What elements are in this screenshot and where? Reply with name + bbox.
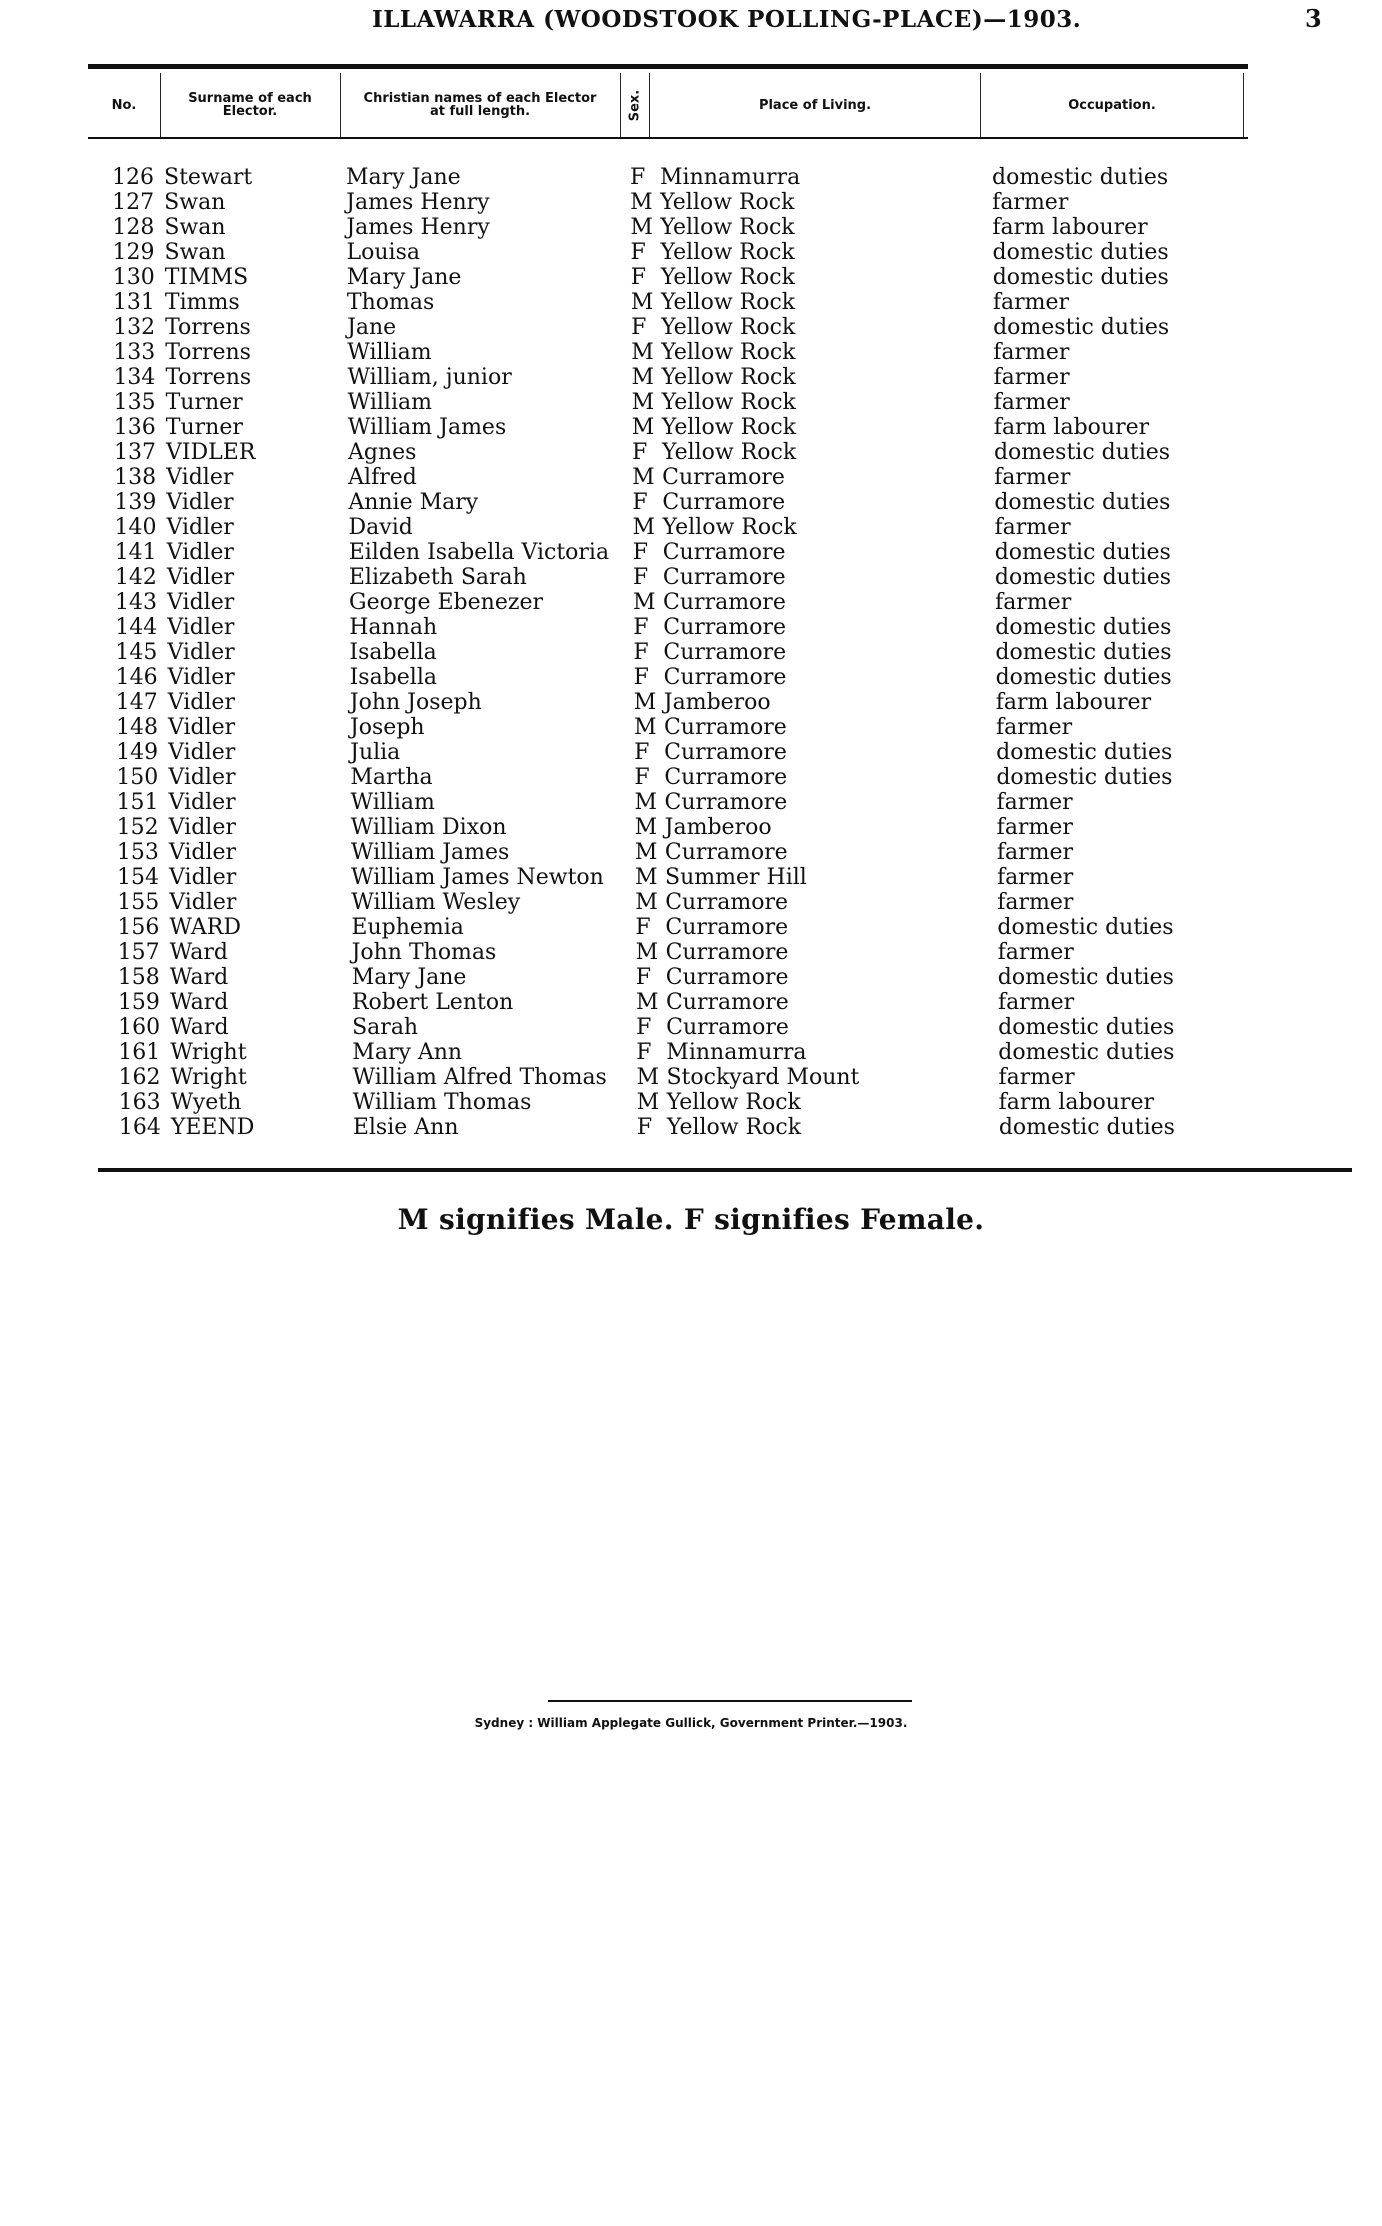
elector-number: 157 <box>117 940 160 965</box>
elector-sex: M <box>630 190 653 215</box>
elector-occupation: domestic duties <box>992 165 1169 190</box>
elector-christian-names: Thomas <box>346 290 435 315</box>
elector-number: 156 <box>117 915 160 940</box>
elector-place-of-living: Curramore <box>665 915 789 940</box>
elector-sex: M <box>632 515 656 540</box>
elector-christian-names: Agnes <box>347 440 417 465</box>
elector-number: 161 <box>118 1040 161 1065</box>
elector-sex: F <box>636 1115 653 1140</box>
elector-place-of-living: Curramore <box>666 1015 789 1040</box>
elector-surname: Ward <box>169 990 229 1015</box>
elector-surname: Ward <box>169 965 229 990</box>
elector-occupation: domestic duties <box>995 665 1172 690</box>
elector-surname: Vidler <box>166 565 235 590</box>
elector-number: 159 <box>117 990 160 1015</box>
elector-sex: M <box>631 365 654 390</box>
elector-surname: VIDLER <box>165 440 256 465</box>
elector-surname: Ward <box>169 940 228 965</box>
elector-number: 137 <box>113 440 156 465</box>
elector-surname: Vidler <box>168 815 236 840</box>
elector-sex: F <box>634 740 650 765</box>
column-divider <box>160 73 161 137</box>
elector-occupation: farmer <box>994 515 1071 540</box>
elector-number: 133 <box>113 340 156 365</box>
elector-sex: F <box>633 665 649 690</box>
elector-occupation: farm labourer <box>993 415 1150 440</box>
table-row <box>0 890 1382 915</box>
table-row <box>0 165 1382 190</box>
elector-christian-names: Louisa <box>346 240 420 265</box>
elector-occupation: domestic duties <box>998 1015 1175 1040</box>
elector-place-of-living: Yellow Rock <box>661 440 797 465</box>
elector-surname: Turner <box>165 415 243 440</box>
table-row <box>0 590 1382 615</box>
elector-sex: M <box>636 1090 660 1115</box>
elector-christian-names: Mary Jane <box>346 165 461 190</box>
elector-surname: Vidler <box>167 590 235 615</box>
elector-surname: Swan <box>164 240 226 265</box>
elector-occupation: farm labourer <box>992 215 1148 240</box>
elector-occupation: farmer <box>996 790 1073 815</box>
elector-place-of-living: Yellow Rock <box>666 1115 802 1140</box>
elector-surname: Vidler <box>166 465 234 490</box>
elector-number: 163 <box>118 1090 161 1115</box>
elector-occupation: domestic duties <box>997 965 1174 990</box>
header-top-rule <box>88 64 1248 69</box>
page-title: ILLAWARRA (WOODSTOOK POLLING-PLACE)—1903. <box>372 6 1082 33</box>
table-row <box>0 365 1382 390</box>
elector-place-of-living: Yellow Rock <box>660 215 795 240</box>
elector-sex: M <box>630 215 653 240</box>
column-divider <box>1243 73 1244 137</box>
elector-place-of-living: Curramore <box>663 665 787 690</box>
elector-christian-names: William Wesley <box>351 890 521 915</box>
elector-sex: M <box>634 790 658 815</box>
elector-number: 139 <box>114 490 157 515</box>
elector-place-of-living: Yellow Rock <box>660 290 796 315</box>
column-header-occupation: Occupation. <box>1068 97 1156 113</box>
column-header-christian-names: Christian names of each Elector at full length. <box>363 91 597 119</box>
elector-surname: TIMMS <box>164 265 249 290</box>
elector-sex: F <box>635 965 652 990</box>
elector-sex: M <box>635 890 658 915</box>
elector-place-of-living: Curramore <box>662 565 786 590</box>
elector-occupation: domestic duties <box>998 1040 1175 1065</box>
elector-sex: M <box>636 1065 659 1090</box>
elector-occupation: farmer <box>997 865 1074 890</box>
elector-christian-names: William James Newton <box>351 865 604 890</box>
elector-christian-names: Elizabeth Sarah <box>348 565 527 590</box>
elector-number: 130 <box>112 265 155 290</box>
elector-place-of-living: Curramore <box>662 540 786 565</box>
elector-occupation: domestic duties <box>994 490 1171 515</box>
elector-surname: Ward <box>170 1015 229 1040</box>
elector-place-of-living: Yellow Rock <box>660 190 795 215</box>
elector-surname: Vidler <box>168 840 237 865</box>
elector-christian-names: Mary Jane <box>351 965 467 990</box>
elector-occupation: farmer <box>993 365 1070 390</box>
page-number: 3 <box>1305 4 1322 33</box>
elector-number: 147 <box>115 690 158 715</box>
elector-number: 144 <box>115 615 158 640</box>
table-row <box>0 1015 1382 1040</box>
elector-surname: Vidler <box>169 865 237 890</box>
table-row <box>0 565 1382 590</box>
elector-occupation: domestic duties <box>992 265 1169 290</box>
elector-number: 127 <box>112 190 155 215</box>
table-row <box>0 840 1382 865</box>
table-row <box>0 315 1382 340</box>
printer-imprint: Sydney : William Applegate Gullick, Government Printer.—1903. <box>474 1716 908 1730</box>
table-row <box>0 865 1382 890</box>
elector-number: 128 <box>112 215 155 240</box>
elector-occupation: domestic duties <box>994 565 1172 590</box>
table-row <box>0 415 1382 440</box>
elector-christian-names: George Ebenezer <box>349 590 543 615</box>
table-row <box>0 490 1382 515</box>
elector-christian-names: James Henry <box>346 215 490 240</box>
column-header-sex-label: Sex. <box>627 89 643 121</box>
elector-surname: WARD <box>169 915 241 940</box>
elector-surname: YEEND <box>170 1115 255 1140</box>
elector-sex: M <box>634 840 658 865</box>
table-row <box>0 940 1382 965</box>
elector-occupation: domestic duties <box>997 915 1174 940</box>
elector-occupation: domestic duties <box>995 615 1172 640</box>
elector-sex: M <box>632 465 655 490</box>
table-row <box>0 1065 1382 1090</box>
elector-sex: F <box>630 165 646 190</box>
elector-christian-names: Alfred <box>348 465 417 490</box>
elector-occupation: farmer <box>992 190 1069 215</box>
imprint-rule <box>548 1700 912 1702</box>
table-row <box>0 465 1382 490</box>
elector-number: 146 <box>115 665 158 690</box>
elector-surname: Vidler <box>168 765 236 790</box>
elector-sex: M <box>630 290 654 315</box>
elector-surname: Wright <box>170 1040 247 1065</box>
table-row <box>0 515 1382 540</box>
elector-surname: Timms <box>164 290 240 315</box>
elector-sex: M <box>634 815 658 840</box>
table-row <box>0 640 1382 665</box>
table-row <box>0 665 1382 690</box>
elector-number: 138 <box>114 465 157 490</box>
table-row <box>0 1040 1382 1065</box>
elector-surname: Stewart <box>164 165 253 190</box>
elector-surname: Vidler <box>166 490 234 515</box>
elector-surname: Vidler <box>169 890 237 915</box>
elector-place-of-living: Curramore <box>662 465 785 490</box>
elector-occupation: farmer <box>992 290 1070 315</box>
elector-place-of-living: Curramore <box>665 940 789 965</box>
elector-christian-names: William James <box>347 415 507 440</box>
elector-christian-names: Mary Jane <box>346 265 462 290</box>
elector-number: 151 <box>116 790 159 815</box>
elector-christian-names: Sarah <box>352 1015 419 1040</box>
elector-surname: Torrens <box>165 365 252 390</box>
elector-sex: F <box>632 540 648 565</box>
elector-place-of-living: Curramore <box>665 890 789 915</box>
elector-surname: Swan <box>164 190 226 215</box>
elector-surname: Vidler <box>167 615 235 640</box>
elector-surname: Vidler <box>166 515 234 540</box>
elector-place-of-living: Yellow Rock <box>662 515 797 540</box>
elector-place-of-living: Yellow Rock <box>661 315 796 340</box>
table-header <box>88 73 1248 137</box>
elector-number: 148 <box>115 715 158 740</box>
elector-occupation: domestic duties <box>998 1115 1175 1140</box>
elector-occupation: farm labourer <box>995 690 1152 715</box>
elector-surname: Torrens <box>165 340 251 365</box>
elector-occupation: farmer <box>997 940 1074 965</box>
elector-occupation: farmer <box>993 390 1070 415</box>
table-row <box>0 240 1382 265</box>
elector-christian-names: Robert Lenton <box>351 990 514 1015</box>
elector-christian-names: Isabella <box>349 665 437 690</box>
elector-number: 164 <box>118 1115 161 1140</box>
table-row <box>0 715 1382 740</box>
elector-christian-names: William Dixon <box>350 815 507 840</box>
elector-number: 142 <box>114 565 157 590</box>
table-row <box>0 915 1382 940</box>
elector-number: 129 <box>112 240 155 265</box>
elector-surname: Swan <box>164 215 226 240</box>
elector-number: 136 <box>113 415 156 440</box>
header-bottom-rule <box>88 137 1248 139</box>
elector-sex: F <box>632 565 649 590</box>
elector-christian-names: William <box>347 390 432 415</box>
elector-christian-names: Joseph <box>349 715 425 740</box>
elector-place-of-living: Curramore <box>665 965 789 990</box>
elector-surname: Vidler <box>167 690 235 715</box>
table-row <box>0 965 1382 990</box>
table-row <box>0 390 1382 415</box>
column-header-surname: Surname of each Elector. <box>188 91 312 119</box>
elector-place-of-living: Curramore <box>663 615 787 640</box>
elector-sex: F <box>633 640 649 665</box>
elector-place-of-living: Curramore <box>664 840 788 865</box>
elector-occupation: farmer <box>995 715 1073 740</box>
table-bottom-rule <box>98 1168 1352 1172</box>
elector-sex: M <box>633 715 657 740</box>
elector-place-of-living: Jamberoo <box>664 815 772 840</box>
elector-number: 131 <box>112 290 155 315</box>
elector-surname: Vidler <box>168 790 236 815</box>
elector-christian-names: John Joseph <box>349 690 482 715</box>
elector-christian-names: William, junior <box>347 365 512 390</box>
elector-surname: Vidler <box>167 640 235 665</box>
elector-surname: Vidler <box>167 665 235 690</box>
elector-surname: Vidler <box>167 715 236 740</box>
elector-surname: Torrens <box>165 315 251 340</box>
elector-occupation: domestic duties <box>994 540 1171 565</box>
table-row <box>0 990 1382 1015</box>
elector-christian-names: William Alfred Thomas <box>352 1065 607 1090</box>
elector-place-of-living: Yellow Rock <box>661 390 796 415</box>
elector-sex: F <box>631 315 647 340</box>
elector-sex: M <box>635 990 659 1015</box>
elector-occupation: farmer <box>993 340 1070 365</box>
elector-place-of-living: Curramore <box>664 765 788 790</box>
elector-place-of-living: Yellow Rock <box>661 340 796 365</box>
elector-number: 126 <box>112 165 154 190</box>
elector-surname: Vidler <box>166 540 234 565</box>
elector-sex: M <box>631 390 655 415</box>
elector-surname: Wright <box>170 1065 247 1090</box>
elector-occupation: farmer <box>998 1065 1075 1090</box>
table-row <box>0 790 1382 815</box>
elector-christian-names: Martha <box>350 765 433 790</box>
elector-sex: F <box>634 765 650 790</box>
table-row <box>0 615 1382 640</box>
elector-place-of-living: Curramore <box>664 790 788 815</box>
table-row <box>0 290 1382 315</box>
elector-sex: F <box>632 490 648 515</box>
elector-christian-names: Eilden Isabella Victoria <box>348 540 610 565</box>
elector-occupation: farmer <box>994 465 1071 490</box>
table-row <box>0 690 1382 715</box>
elector-occupation: domestic duties <box>996 765 1173 790</box>
elector-christian-names: Annie Mary <box>348 490 479 515</box>
elector-place-of-living: Yellow Rock <box>660 240 795 265</box>
table-row <box>0 815 1382 840</box>
elector-sex: F <box>633 615 649 640</box>
elector-sex: F <box>636 1015 652 1040</box>
table-row <box>0 740 1382 765</box>
elector-occupation: farmer <box>996 840 1074 865</box>
elector-place-of-living: Yellow Rock <box>661 415 797 440</box>
elector-christian-names: William <box>350 790 435 815</box>
elector-sex: M <box>633 690 657 715</box>
elector-christian-names: James Henry <box>346 190 490 215</box>
elector-number: 132 <box>113 315 156 340</box>
elector-number: 141 <box>114 540 157 565</box>
table-row <box>0 190 1382 215</box>
elector-occupation: domestic duties <box>993 315 1170 340</box>
elector-place-of-living: Curramore <box>663 640 787 665</box>
elector-christian-names: Jane <box>347 315 397 340</box>
table-row <box>0 215 1382 240</box>
elector-number: 158 <box>117 965 160 990</box>
elector-christian-names: Euphemia <box>351 915 464 940</box>
elector-sex: F <box>630 265 646 290</box>
sex-legend: M signifies Male. F signifies Female. <box>397 1203 985 1236</box>
elector-number: 134 <box>113 365 156 390</box>
elector-christian-names: David <box>348 515 413 540</box>
elector-sex: M <box>631 415 655 440</box>
column-header-no: No. <box>111 97 137 113</box>
elector-place-of-living: Minnamurra <box>666 1040 807 1065</box>
elector-christian-names: Hannah <box>349 615 438 640</box>
elector-place-of-living: Yellow Rock <box>661 365 796 390</box>
table-row <box>0 340 1382 365</box>
elector-sex: F <box>630 240 646 265</box>
elector-place-of-living: Curramore <box>663 715 787 740</box>
elector-surname: Turner <box>165 390 243 415</box>
elector-christian-names: William <box>347 340 432 365</box>
elector-number: 135 <box>113 390 156 415</box>
elector-christian-names: William James <box>350 840 510 865</box>
elector-place-of-living: Curramore <box>664 740 787 765</box>
elector-sex: M <box>631 340 654 365</box>
elector-number: 152 <box>116 815 159 840</box>
elector-occupation: farm labourer <box>998 1090 1154 1115</box>
elector-place-of-living: Jamberoo <box>663 690 771 715</box>
elector-number: 140 <box>114 515 157 540</box>
table-row <box>0 1090 1382 1115</box>
elector-number: 145 <box>115 640 158 665</box>
table-row <box>0 1115 1382 1140</box>
elector-place-of-living: Stockyard Mount <box>666 1065 860 1090</box>
elector-place-of-living: Minnamurra <box>660 165 801 190</box>
elector-occupation: farmer <box>996 815 1073 840</box>
elector-occupation: domestic duties <box>995 640 1172 665</box>
elector-occupation: farmer <box>995 590 1072 615</box>
page-header <box>0 6 1382 40</box>
elector-occupation: domestic duties <box>993 440 1171 465</box>
elector-christian-names: Isabella <box>349 640 437 665</box>
elector-christian-names: Julia <box>350 740 401 765</box>
elector-christian-names: John Thomas <box>351 940 497 965</box>
elector-number: 160 <box>118 1015 161 1040</box>
elector-number: 153 <box>116 840 159 865</box>
elector-christian-names: William Thomas <box>352 1090 532 1115</box>
elector-sex: M <box>633 590 656 615</box>
elector-sex: F <box>631 440 648 465</box>
elector-christian-names: Elsie Ann <box>352 1115 459 1140</box>
elector-number: 154 <box>117 865 160 890</box>
elector-christian-names: Mary Ann <box>352 1040 463 1065</box>
elector-surname: Vidler <box>168 740 236 765</box>
table-row <box>0 440 1382 465</box>
elector-number: 143 <box>115 590 158 615</box>
elector-sex: F <box>636 1040 652 1065</box>
elector-occupation: farmer <box>997 890 1074 915</box>
elector-place-of-living: Yellow Rock <box>666 1090 801 1115</box>
elector-place-of-living: Curramore <box>665 990 789 1015</box>
elector-place-of-living: Curramore <box>663 590 786 615</box>
table-row <box>0 765 1382 790</box>
elector-place-of-living: Yellow Rock <box>660 265 795 290</box>
column-divider <box>340 73 341 137</box>
elector-number: 149 <box>116 740 159 765</box>
elector-place-of-living: Summer Hill <box>665 865 807 890</box>
elector-sex: M <box>635 940 659 965</box>
column-header-sex <box>621 73 649 137</box>
elector-number: 162 <box>118 1065 161 1090</box>
elector-number: 155 <box>117 890 160 915</box>
table-row <box>0 265 1382 290</box>
elector-occupation: farmer <box>997 990 1075 1015</box>
elector-occupation: domestic duties <box>992 240 1169 265</box>
elector-surname: Wyeth <box>170 1090 242 1115</box>
elector-place-of-living: Curramore <box>662 490 786 515</box>
column-header-place-of-living: Place of Living. <box>758 97 872 113</box>
table-row <box>0 540 1382 565</box>
elector-sex: M <box>635 865 658 890</box>
elector-occupation: domestic duties <box>996 740 1173 765</box>
elector-number: 150 <box>116 765 159 790</box>
elector-sex: F <box>635 915 651 940</box>
